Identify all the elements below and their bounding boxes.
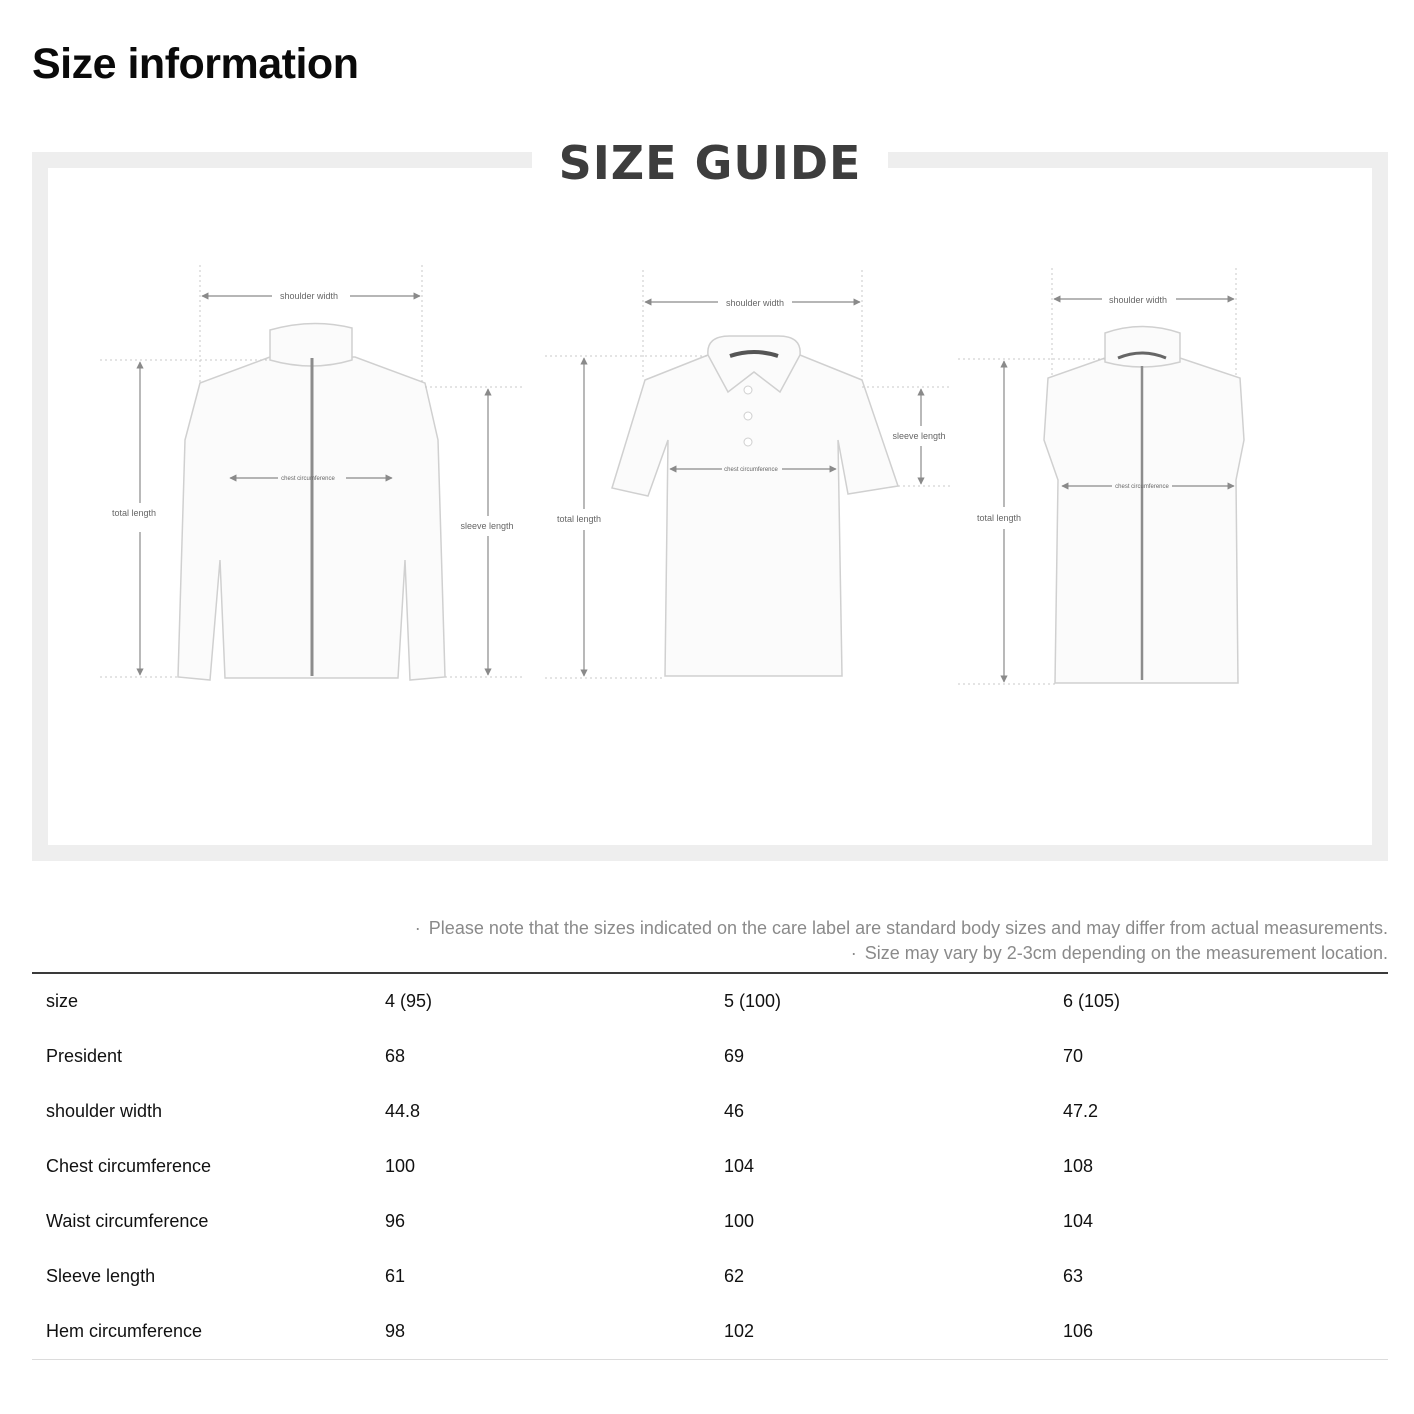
table-cell: 46	[724, 1101, 745, 1121]
table-cell: 61	[385, 1266, 406, 1286]
table-cell: 108	[1063, 1156, 1094, 1176]
table-cell: 100	[724, 1211, 755, 1231]
table-row	[32, 1029, 1388, 1084]
table-cell: 102	[724, 1321, 755, 1341]
page-title: Size information	[32, 40, 359, 88]
row-label: Waist circumference	[46, 1211, 209, 1231]
size-table	[32, 972, 1388, 1360]
row-label: Chest circumference	[46, 1156, 212, 1176]
row-label: President	[46, 1046, 123, 1066]
table-cell: 63	[1063, 1266, 1084, 1286]
polo-total-length-label: total length	[556, 514, 602, 524]
table-row	[32, 1194, 1388, 1249]
size-notes	[415, 916, 1388, 966]
table-cell: 106	[1063, 1321, 1094, 1341]
table-cell: 4 (95)	[385, 991, 433, 1011]
row-label: shoulder width	[46, 1101, 163, 1121]
table-cell: 5 (100)	[724, 991, 782, 1011]
row-label: size	[46, 991, 79, 1011]
size-note: · Size may vary by 2-3cm depending on the measurement location.	[415, 941, 1388, 966]
vest-shoulder-width-label: shoulder width	[1108, 295, 1168, 305]
polo-chest-label: chest circumference	[724, 467, 778, 473]
table-row	[32, 973, 1388, 1029]
vest-total-length-label: total length	[976, 513, 1022, 523]
polo-shoulder-width-label: shoulder width	[725, 298, 785, 308]
jacket-sleeve-length-label: sleeve length	[460, 521, 514, 531]
table-cell: 62	[724, 1266, 745, 1286]
vest-illustration	[1044, 327, 1244, 684]
jacket-total-length-label: total length	[111, 508, 157, 518]
row-label: Hem circumference	[46, 1321, 203, 1341]
table-cell: 68	[385, 1046, 406, 1066]
table-cell: 69	[724, 1046, 745, 1066]
table-cell: 70	[1063, 1046, 1084, 1066]
bullet-icon: ·	[414, 918, 421, 938]
table-cell: 6 (105)	[1063, 991, 1121, 1011]
table-cell: 96	[385, 1211, 406, 1231]
table-cell: 44.8	[385, 1101, 421, 1121]
table-cell: 104	[1063, 1211, 1094, 1231]
table-row	[32, 1139, 1388, 1194]
size-note: · Please note that the sizes indicated on the care label are standard body sizes and may differ from actual measurements.	[415, 916, 1388, 941]
vest-chest-label: chest circumference	[1115, 484, 1169, 490]
table-row	[32, 1084, 1388, 1139]
jacket-shoulder-width-label: shoulder width	[279, 291, 339, 301]
polo-illustration	[612, 336, 898, 676]
row-label: Sleeve length	[46, 1266, 156, 1286]
jacket-chest-label: chest circumference	[281, 476, 335, 482]
table-row	[32, 1304, 1388, 1360]
table-cell: 104	[724, 1156, 755, 1176]
table-cell: 98	[385, 1321, 406, 1341]
table-row	[32, 1249, 1388, 1304]
polo-sleeve-length-label: sleeve length	[892, 431, 946, 441]
bullet-icon: ·	[850, 943, 857, 963]
table-cell: 47.2	[1063, 1101, 1099, 1121]
table-cell: 100	[385, 1156, 416, 1176]
size-guide-title: SIZE GUIDE	[558, 136, 862, 190]
